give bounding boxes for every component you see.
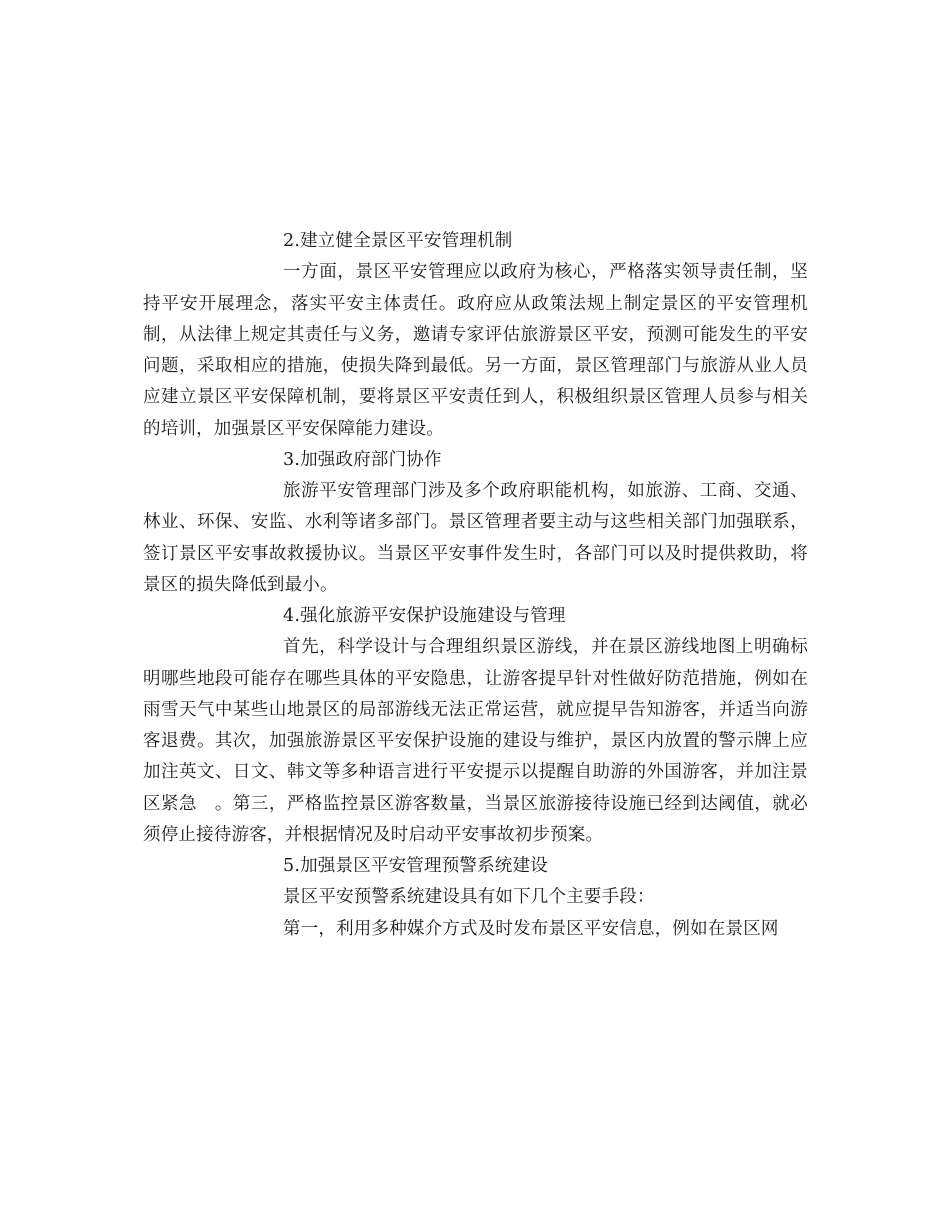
section-heading-4: 4.强化旅游平安保护设施建设与管理 bbox=[283, 606, 566, 626]
document-body bbox=[143, 226, 808, 945]
section-heading-2: 2.建立健全景区平安管理机制 bbox=[283, 231, 513, 251]
section-heading-5: 5.加强景区平安管理预警系统建设 bbox=[283, 856, 548, 876]
section-paragraph-3: 旅游平安管理部门涉及多个政府职能机构，如旅游、工商、交通、林业、环保、安监、水利等诸多部门。景区管理者要主动与这些相关部门加强联系，签订景区平安事故救援协议。当景区平安事件发生时，各部门可以及时提供救助，将景区的损失降低到最小。 bbox=[143, 481, 808, 595]
section-intro-5: 景区平安预警系统建设具有如下几个主要手段： bbox=[283, 887, 655, 908]
section-paragraph-5: 第一，利用多种媒介方式及时发布景区平安信息，例如在景区网 bbox=[283, 918, 779, 939]
section-paragraph-2: 一方面，景区平安管理应以政府为核心，严格落实领导责任制，坚持平安开展理念，落实平安主体责任。政府应从政策法规上制定景区的平安管理机制，从法律上规定其责任与义务，邀请专家评估旅游景区平安，预测可能发生的平安问题，采取相应的措施，使损失降到最低。另一方面，景区管理部门与旅游从业人员应建立景区平安保障机制，要将景区平安责任到人，积极组织景区管理人员参与相关的培训，加强景区平安保障能力建设。 bbox=[143, 262, 808, 439]
section-heading-3: 3.加强政府部门协作 bbox=[283, 449, 442, 470]
section-paragraph-4: 首先，科学设计与合理组织景区游线，并在景区游线地图上明确标明哪些地段可能存在哪些具体的平安隐患，让游客提早针对性做好防范措施，例如在雨雪天气中某些山地景区的局部游线无法正常运营，就应提早告知游客，并适当向游客退费。其次，加强旅游景区平安保护设施的建设与维护，景区内放置的警示牌上应加注英文、日文、韩文等多种语言进行平安提示以提醒自助游的外国游客，并加注景区紧急 。第三，严格监控景区游客数量，当景区旅游接待设施已经到达阈值，就必须停止接待游客，并根据情况及时启动平安事故初步预案。 bbox=[143, 637, 808, 845]
